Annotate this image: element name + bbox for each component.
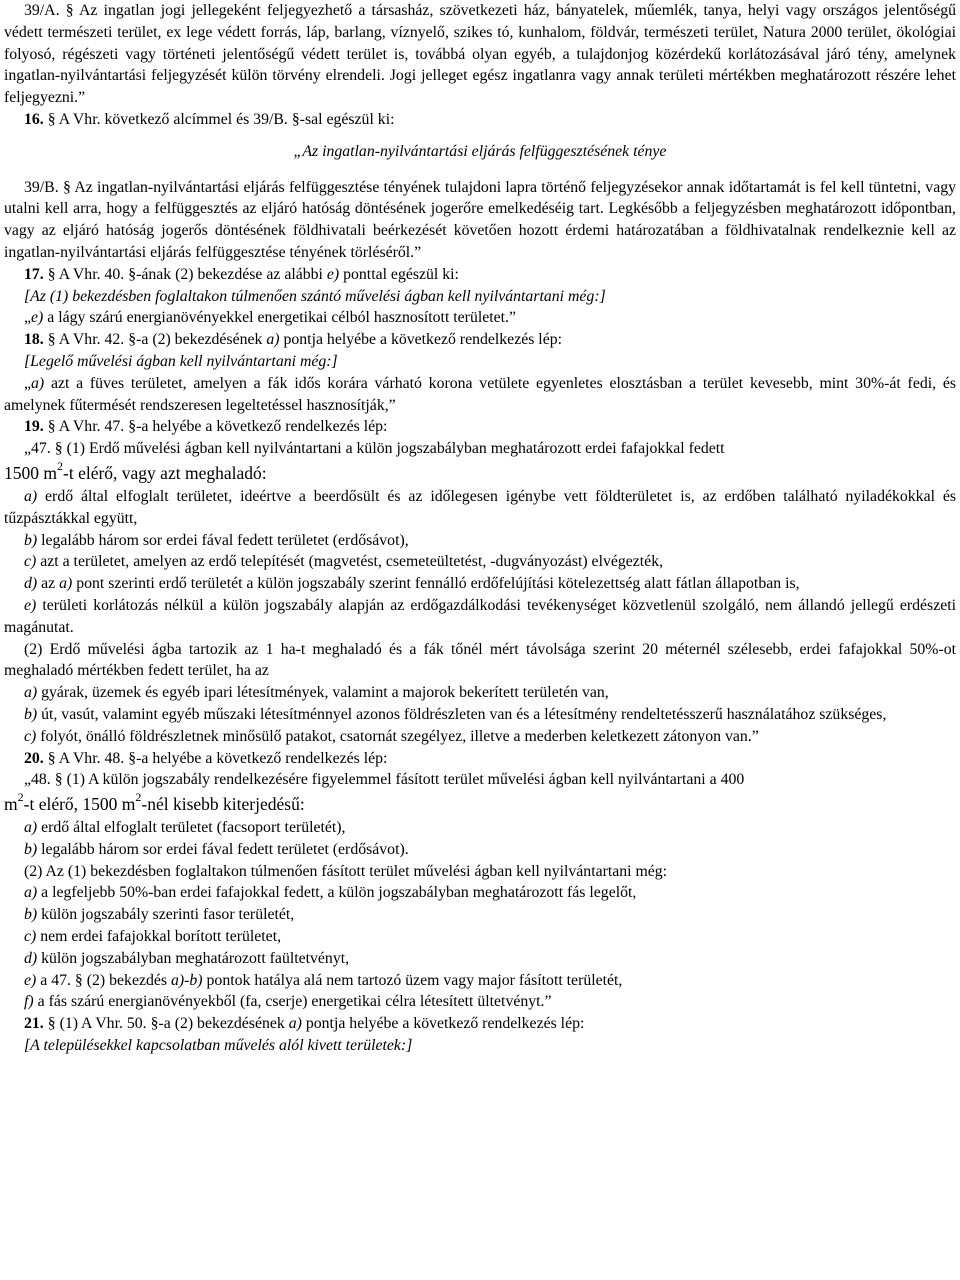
section-symbol: § — [128, 265, 137, 283]
point-text: erdő által elfoglalt területet, ideértve a beerdősült és az időlegesen igénybe vett földterületet is, az erdőben található nyiladékokkal és tűzpásztákkal együtt, — [4, 487, 957, 527]
point-text: nem erdei fafajokkal borított területet, — [40, 928, 282, 946]
article-text: A Vhr. 40. — [58, 265, 125, 283]
point-label: a) — [266, 331, 280, 349]
section-number: „47. — [24, 440, 51, 458]
paragraph-text: (1) Erdő művelési ágban kell nyilvántartani a külön jogszabályban meghatározott erdei fafajokkal fedett — [66, 440, 725, 458]
point-label: e) — [24, 596, 37, 614]
section-symbol: § — [54, 771, 63, 789]
point-label: a)-b) — [170, 971, 203, 989]
list-item — [4, 817, 956, 839]
point-label: c) — [24, 727, 37, 745]
point-label: a) — [288, 1015, 302, 1033]
point-text: külön jogszabályban meghatározott faültetvényt, — [41, 949, 350, 967]
article-text: A Vhr. 48. — [58, 749, 125, 767]
list-item — [4, 595, 956, 639]
quote-mark: „ — [24, 309, 32, 327]
point-e — [4, 307, 956, 329]
paragraph-text: -nél kisebb kiterjedésű: — [141, 794, 305, 815]
article-text: -a helyébe a következő rendelkezés lép: — [136, 749, 388, 767]
point-text: gyárak, üzemek és egyéb ipari létesítmények, valamint a majorok bekerített területén van, — [41, 684, 609, 702]
list-item — [4, 991, 956, 1013]
paragraph-text: Az ingatlan-nyilvántartási eljárás felfüggesztése tényének tulajdoni lapra történő feljegyzésekor annak időtartamát is fel kell tüntetni, vagy utalni kell arra, hogy a felfüggesztés az eljáró hatóság döntésének jogerőre emelkedéséig tart. Legkésőbb a feljegyzésben meghatározott időpontban, vagy az eljáró hatóság jogerős döntésének földhivatali beérkezését követően hozott érdemi határozatában a földhivatalnak rendelkeznie kell az ingatlan-nyilvántartási eljárás felfüggesztése tényének törléséről.” — [4, 178, 957, 261]
paragraph-text: 1500 m — [4, 462, 57, 483]
section-symbol: § — [291, 110, 300, 128]
point-label: a) — [31, 374, 45, 392]
point-text: külön jogszabály szerinti fasor területét, — [41, 906, 295, 924]
article-text: -a (2) bekezdésének — [158, 1015, 285, 1033]
point-label: f) — [24, 993, 34, 1011]
point-text: erdő által elfoglalt területet (facsoport területét), — [41, 819, 346, 837]
paragraph-39b — [4, 177, 956, 264]
point-text: legalább három sor erdei fával fedett területet (erdősávot), — [41, 531, 409, 549]
section-number: 39/A. — [24, 2, 60, 19]
article-text: pontja helyébe a következő rendelkezés lép: — [305, 1015, 585, 1033]
list-item — [4, 839, 956, 861]
article-number: 19. — [24, 418, 44, 436]
article-20 — [4, 748, 956, 770]
article-number: 17. — [24, 265, 44, 283]
point-label: a) — [59, 575, 73, 593]
article-text: ponttal egészül ki: — [343, 265, 459, 283]
point-label: a) — [24, 487, 38, 505]
list-item — [4, 551, 956, 573]
point-label: c) — [24, 553, 37, 571]
section-symbol: § — [150, 1015, 159, 1033]
article-number: 20. — [24, 749, 44, 767]
section-symbol: § — [47, 265, 56, 283]
point-text: (2) bekezdés — [86, 971, 168, 989]
point-label: a) — [24, 684, 38, 702]
list-item — [4, 486, 956, 530]
point-text: a 47. — [40, 971, 71, 989]
point-label: a) — [24, 819, 38, 837]
point-label: d) — [24, 949, 38, 967]
list-item — [4, 926, 956, 948]
point-label: d) — [24, 575, 38, 593]
section-symbol: § — [47, 331, 56, 349]
article-text: (1) A Vhr. 50. — [59, 1015, 147, 1033]
article-16 — [4, 109, 956, 131]
article-21 — [4, 1013, 956, 1035]
section-47-para-1 — [4, 438, 956, 460]
paragraph-text: -t elérő, vagy azt meghaladó: — [63, 462, 267, 483]
section-symbol: § — [128, 749, 137, 767]
section-symbol: § — [54, 440, 63, 458]
section-symbol: § — [47, 1015, 56, 1033]
section-48-para-2: (2) Az (1) bekezdésben foglaltakon túlmenően fásított terület művelési ágban kell nyilvántartani még: — [24, 862, 668, 880]
point-label: b) — [24, 906, 38, 924]
context-text: [Az (1) bekezdésben foglaltakon túlmenően szántó művelési ágban kell nyilvántartani még:] — [24, 287, 606, 305]
section-symbol: § — [62, 178, 71, 196]
list-item — [4, 573, 956, 595]
point-text: a legfeljebb 50%-ban erdei fafajokkal fedett, a külön jogszabályban meghatározott fás legelőt, — [41, 884, 637, 902]
section-47-para-1-cont — [4, 460, 956, 486]
list-item — [4, 904, 956, 926]
section-symbol: § — [65, 2, 74, 19]
article-18 — [4, 329, 956, 351]
context-text: [A településekkel kapcsolatban művelés alól kivett területek:] — [24, 1037, 413, 1055]
paragraph-text: (1) A külön jogszabály rendelkezésére figyelemmel fásított terület művelési ágban kell nyilvántartani a 400 — [66, 771, 745, 789]
superscript: 2 — [135, 790, 142, 805]
context-line — [4, 351, 956, 373]
section-47-para-2: (2) Erdő művelési ágba tartozik az 1 ha-t meghaladó és a fák tőnél mért távolsága szerint 20 méternél szélesebb, erdei fafajokkal 50%-ot meghaladó mértékben fedett terület, ha az — [4, 640, 956, 680]
point-text: területi korlátozás nélkül a külön jogszabály alapján az erdőgazdálkodási tevékenységet közvetlenül szolgáló, nem állandó jellegű erdészeti magánutat. — [4, 596, 957, 636]
context-line — [4, 1035, 956, 1057]
point-text: azt a füves területet, amelyen a fák idős korára várható korona vetülete egyenletes elosztásban a terület kevesebb, mint 30%-át fedi, és amelynek fűtermését rendszeresen legeltetéssel hasznosítják,” — [4, 374, 956, 414]
point-label: e) — [31, 309, 44, 327]
article-text: A Vhr. következő alcímmel és 39/B. — [58, 110, 288, 128]
point-label: b) — [24, 840, 38, 858]
section-symbol: § — [47, 749, 56, 767]
article-text: -ának (2) bekezdése az alábbi — [136, 265, 323, 283]
point-text: folyót, önálló földrészletnek minősülő patakot, csatornát szegélyez, illetve a mederben keletkezett zátonyon van.” — [40, 727, 759, 745]
section-number: „48. — [24, 771, 51, 789]
subtitle: „Az ingatlan-nyilvántartási eljárás felfüggesztésének ténye — [293, 142, 667, 160]
list-item — [4, 530, 956, 552]
point-label: c) — [24, 928, 37, 946]
section-symbol: § — [47, 418, 56, 436]
context-text: [Legelő művelési ágban kell nyilvántartani még:] — [24, 352, 338, 370]
list-item — [4, 682, 956, 704]
quote-mark: „ — [24, 374, 32, 392]
paragraph-text: m — [4, 794, 18, 815]
point-text: út, vasút, valamint egyéb műszaki létesítménnyel azonos földrészleten van és a létesítmény rendeltetésszerű használatához szükséges, — [41, 705, 887, 723]
article-number: 16. — [24, 110, 44, 128]
article-text: -a (2) bekezdésének — [136, 331, 263, 349]
superscript: 2 — [17, 790, 24, 805]
point-label: b) — [24, 531, 38, 549]
section-number: 39/B. — [24, 178, 59, 196]
article-number: 18. — [24, 331, 44, 349]
article-text: -sal egészül ki: — [299, 110, 395, 128]
article-text: -a helyébe a következő rendelkezés lép: — [136, 418, 388, 436]
point-text: pont szerinti erdő területét a külön jogszabály szerint fennálló erdőfelújítási kötelezettség alatt fátlan állapotban is, — [76, 575, 800, 593]
point-text: pontok hatálya alá nem tartozó üzem vagy major fásított területét, — [206, 971, 623, 989]
point-a — [4, 373, 956, 417]
article-text: A Vhr. 47. — [58, 418, 125, 436]
article-text: pontja helyébe a következő rendelkezés lép: — [283, 331, 562, 349]
section-symbol: § — [128, 331, 137, 349]
superscript: 2 — [57, 458, 63, 473]
section-48-para-1-cont — [4, 791, 956, 817]
point-label: a) — [24, 884, 38, 902]
list-item — [4, 726, 956, 748]
section-symbol: § — [128, 418, 137, 436]
point-text: a fás szárú energianövényekből (fa, cserje) energetikai célra létesített ültetvényt.” — [37, 993, 552, 1011]
list-item — [4, 704, 956, 726]
list-item — [4, 970, 956, 992]
article-17 — [4, 264, 956, 286]
paragraph-39a — [4, 0, 956, 109]
article-text: A Vhr. 42. — [58, 331, 125, 349]
point-label: e) — [326, 265, 340, 283]
paragraph-text: Az ingatlan jogi jellegeként feljegyezhető a társasház, szövetkezeti ház, bányatelek, műemlék, tanya, helyi vagy országos jelentőségű védett természeti terület, ex lege védett forrás, láp, barlang, víznyelő, szikes tó, kunhalom, földvár, természeti terület, Natura 2000 terület, ökológiai folyosó, régészeti vagy történeti jelentőségű védett terület is, továbbá olyan egyéb, a tulajdonjog közérdekű korlátozásával járó tény, amelynek ingatlan-nyilvántartási feljegyzését külön törvény elrendeli. Jogi jelleget egész ingatlanra vagy annak területi mértékben meghatározott részére lehet feljegyezni.” — [4, 2, 957, 107]
point-text: az — [41, 575, 56, 593]
paragraph-text: -t elérő, 1500 m — [23, 794, 136, 815]
point-label: b) — [24, 705, 38, 723]
list-item — [4, 948, 956, 970]
section-symbol: § — [74, 971, 83, 989]
section-48-para-1 — [4, 769, 956, 791]
point-text: legalább három sor erdei fával fedett területet (erdősávot). — [41, 840, 409, 858]
list-item — [4, 882, 956, 904]
point-text: a lágy szárú energianövényekkel energetikai célból hasznosított területet.” — [47, 309, 516, 327]
section-symbol: § — [47, 110, 56, 128]
context-line — [4, 286, 956, 308]
point-label: e) — [24, 971, 37, 989]
point-text: azt a területet, amelyen az erdő telepítését (magvetést, csemeteültetést, -dugványozást) elvégezték, — [40, 553, 664, 571]
article-19 — [4, 416, 956, 438]
article-number: 21. — [24, 1015, 44, 1033]
